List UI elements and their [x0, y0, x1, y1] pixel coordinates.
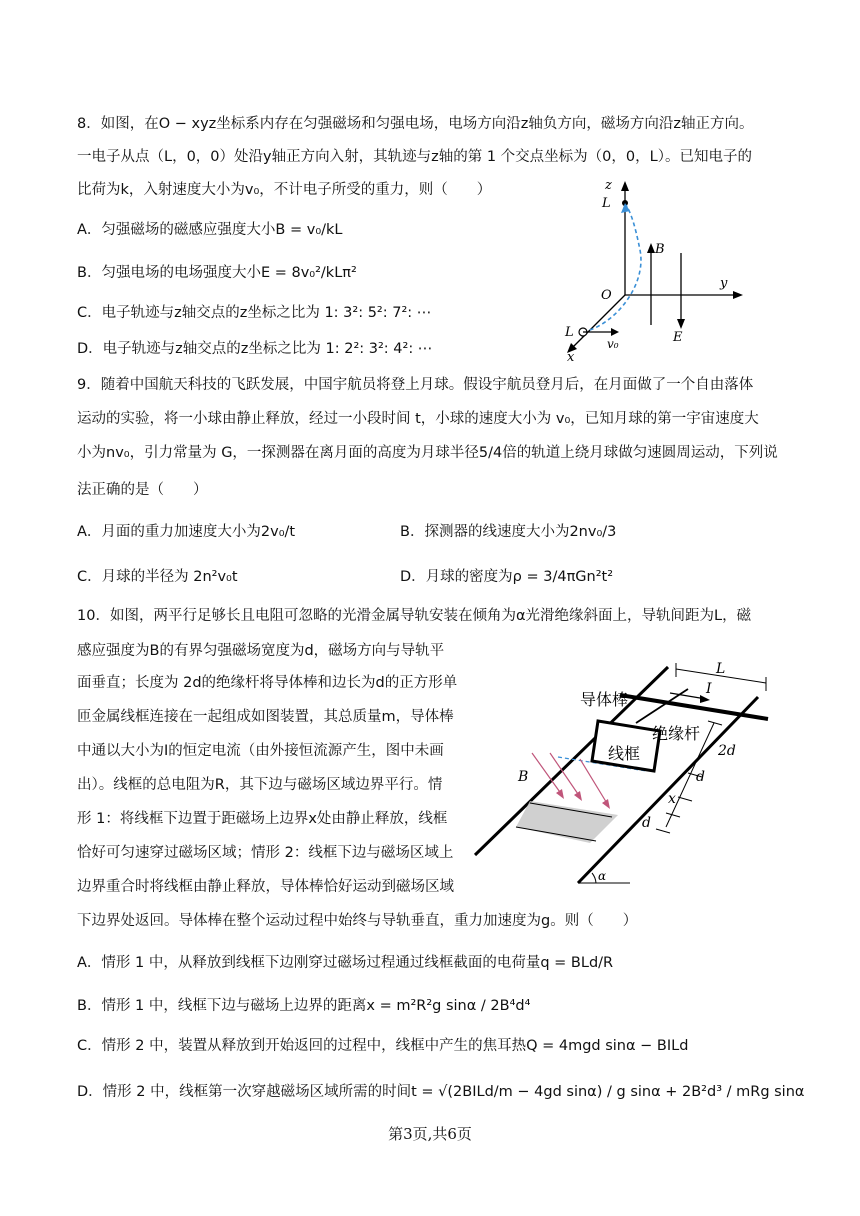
q10-stem-line-6: 出）。线框的总电阻为R，其下边与磁场区域边界平行。情 [77, 777, 443, 793]
q10-stem-line-7: 形 1：将线框下边置于距磁场上边界x处由静止释放，线框 [77, 811, 448, 827]
q10-stem-line-3: 面垂直；长度为 2d的绝缘杆将导体棒和边长为d的正方形单 [77, 675, 458, 691]
q9-stem-line-1: 9．随着中国航天科技的飞跃发展，中国宇航员将登上月球。假设宇航员登月后，在月面做了一个自由落体 [77, 377, 754, 393]
q9-stem-line-4: 法正确的是（ ） [77, 482, 208, 498]
b-field-label: B [655, 242, 665, 257]
l-dimension-label: L [716, 661, 726, 677]
q10-option-d: D．情形 2 中，线框第一次穿越磁场区域所需的时间t = √(2BILd/m − 4gd sinα) / g sinα + 2B²d³ / mRg sinα [77, 1084, 805, 1100]
z-L-label: L [602, 196, 611, 211]
q10-stem-line-9: 边界重合时将线框由静止释放，导体棒恰好运动到磁场区域 [77, 879, 454, 895]
z-axis-label: z [605, 178, 612, 193]
v0-label: v₀ [607, 337, 619, 351]
q9-option-d: D．月球的密度为ρ = 3/4πGn²t² [400, 569, 614, 585]
q10-option-a: A．情形 1 中，从释放到线框下边刚穿过磁场过程通过线框截面的电荷量q = BLd/R [77, 955, 614, 971]
q8-coordinate-figure [555, 175, 755, 365]
q8-option-b: B．匀强电场的电场强度大小E = 8v₀²/kLπ² [77, 265, 357, 281]
q9-stem-line-2: 运动的实验，将一小球由静止释放，经过一小段时间 t，小球的速度大小为 v₀，已知月球的第一宇宙速度大 [77, 411, 759, 427]
q10-stem-line-1: 10．如图，两平行足够长且电阻可忽略的光滑金属导轨安装在倾角为α光滑绝缘斜面上，导轨间距为L，磁 [77, 608, 752, 624]
q10-stem-line-10: 下边界处返回。导体棒在整个运动过程中始终与导轨垂直，重力加速度为g。则（ ） [77, 913, 638, 929]
q9-option-b: B．探测器的线速度大小为2nv₀/3 [400, 524, 617, 540]
alpha-label: α [598, 869, 607, 883]
q8-stem-line-2: 一电子从点（L，0，0）处沿y轴正方向入射，其轨迹与z轴的第 1 个交点坐标为（0，0，L）。已知电子的 [77, 149, 752, 165]
q8-option-c: C．电子轨迹与z轴交点的z坐标之比为 1: 3²: 5²: 7²: ⋯ [77, 305, 432, 321]
q10-stem-line-2: 感应强度为B的有界匀强磁场宽度为d，磁场方向与导轨平 [77, 643, 445, 659]
q10-rail-figure [470, 655, 780, 895]
x-axis-label: x [567, 350, 575, 365]
q8-option-a: A．匀强磁场的磁感应强度大小B = v₀/kL [77, 222, 343, 238]
q10-stem-line-4: 匝金属线框连接在一起组成如图装置，其总质量m，导体棒 [77, 709, 454, 725]
origin-label: O [601, 288, 612, 303]
x-L-label: L [565, 325, 574, 340]
q9-stem-line-3: 小为nv₀，引力常量为 G，一探测器在离月面的高度为月球半径5/4倍的轨道上绕月球做匀速圆周运动，下列说 [77, 445, 778, 461]
q9-option-c: C．月球的半径为 2n²v₀t [77, 569, 238, 585]
page-footer: 第3页,共6页 [388, 1125, 472, 1143]
frame-label: 线框 [608, 744, 641, 763]
q8-stem-line-1: 8．如图，在O − xyz坐标系内存在匀强磁场和匀强电场，电场方向沿z轴负方向，磁场方向沿z轴正方向。 [77, 116, 754, 132]
q10-option-b: B．情形 1 中，线框下边与磁场上边界的距离x = m²R²g sinα / 2B⁴d⁴ [77, 998, 531, 1014]
q8-stem-line-3: 比荷为k，入射速度大小为v₀，不计电子所受的重力，则（ ） [77, 182, 492, 198]
x-label: x [668, 791, 676, 807]
b-label: B [518, 769, 529, 785]
2d-label: 2d [718, 743, 736, 759]
q9-option-a: A．月面的重力加速度大小为2v₀/t [77, 524, 296, 540]
rod-label: 绝缘杆 [652, 724, 701, 743]
q8-option-d: D．电子轨迹与z轴交点的z坐标之比为 1: 2²: 3²: 4²: ⋯ [77, 341, 433, 357]
d-upper-label: d [696, 769, 705, 785]
d-lower-label: d [642, 815, 651, 831]
q10-stem-line-5: 中通以大小为I的恒定电流（由外接恒流源产生，图中未画 [77, 743, 444, 759]
q10-option-c: C．情形 2 中，装置从释放到开始返回的过程中，线框中产生的焦耳热Q = 4mgd sinα − BILd [77, 1038, 689, 1054]
y-axis-label: y [720, 276, 728, 291]
q10-stem-line-8: 恰好可匀速穿过磁场区域；情形 2：线框下边与磁场区域上 [77, 845, 454, 861]
conductor-label: 导体棒 [580, 690, 629, 709]
current-label: I [706, 681, 712, 697]
e-field-label: E [673, 330, 683, 345]
